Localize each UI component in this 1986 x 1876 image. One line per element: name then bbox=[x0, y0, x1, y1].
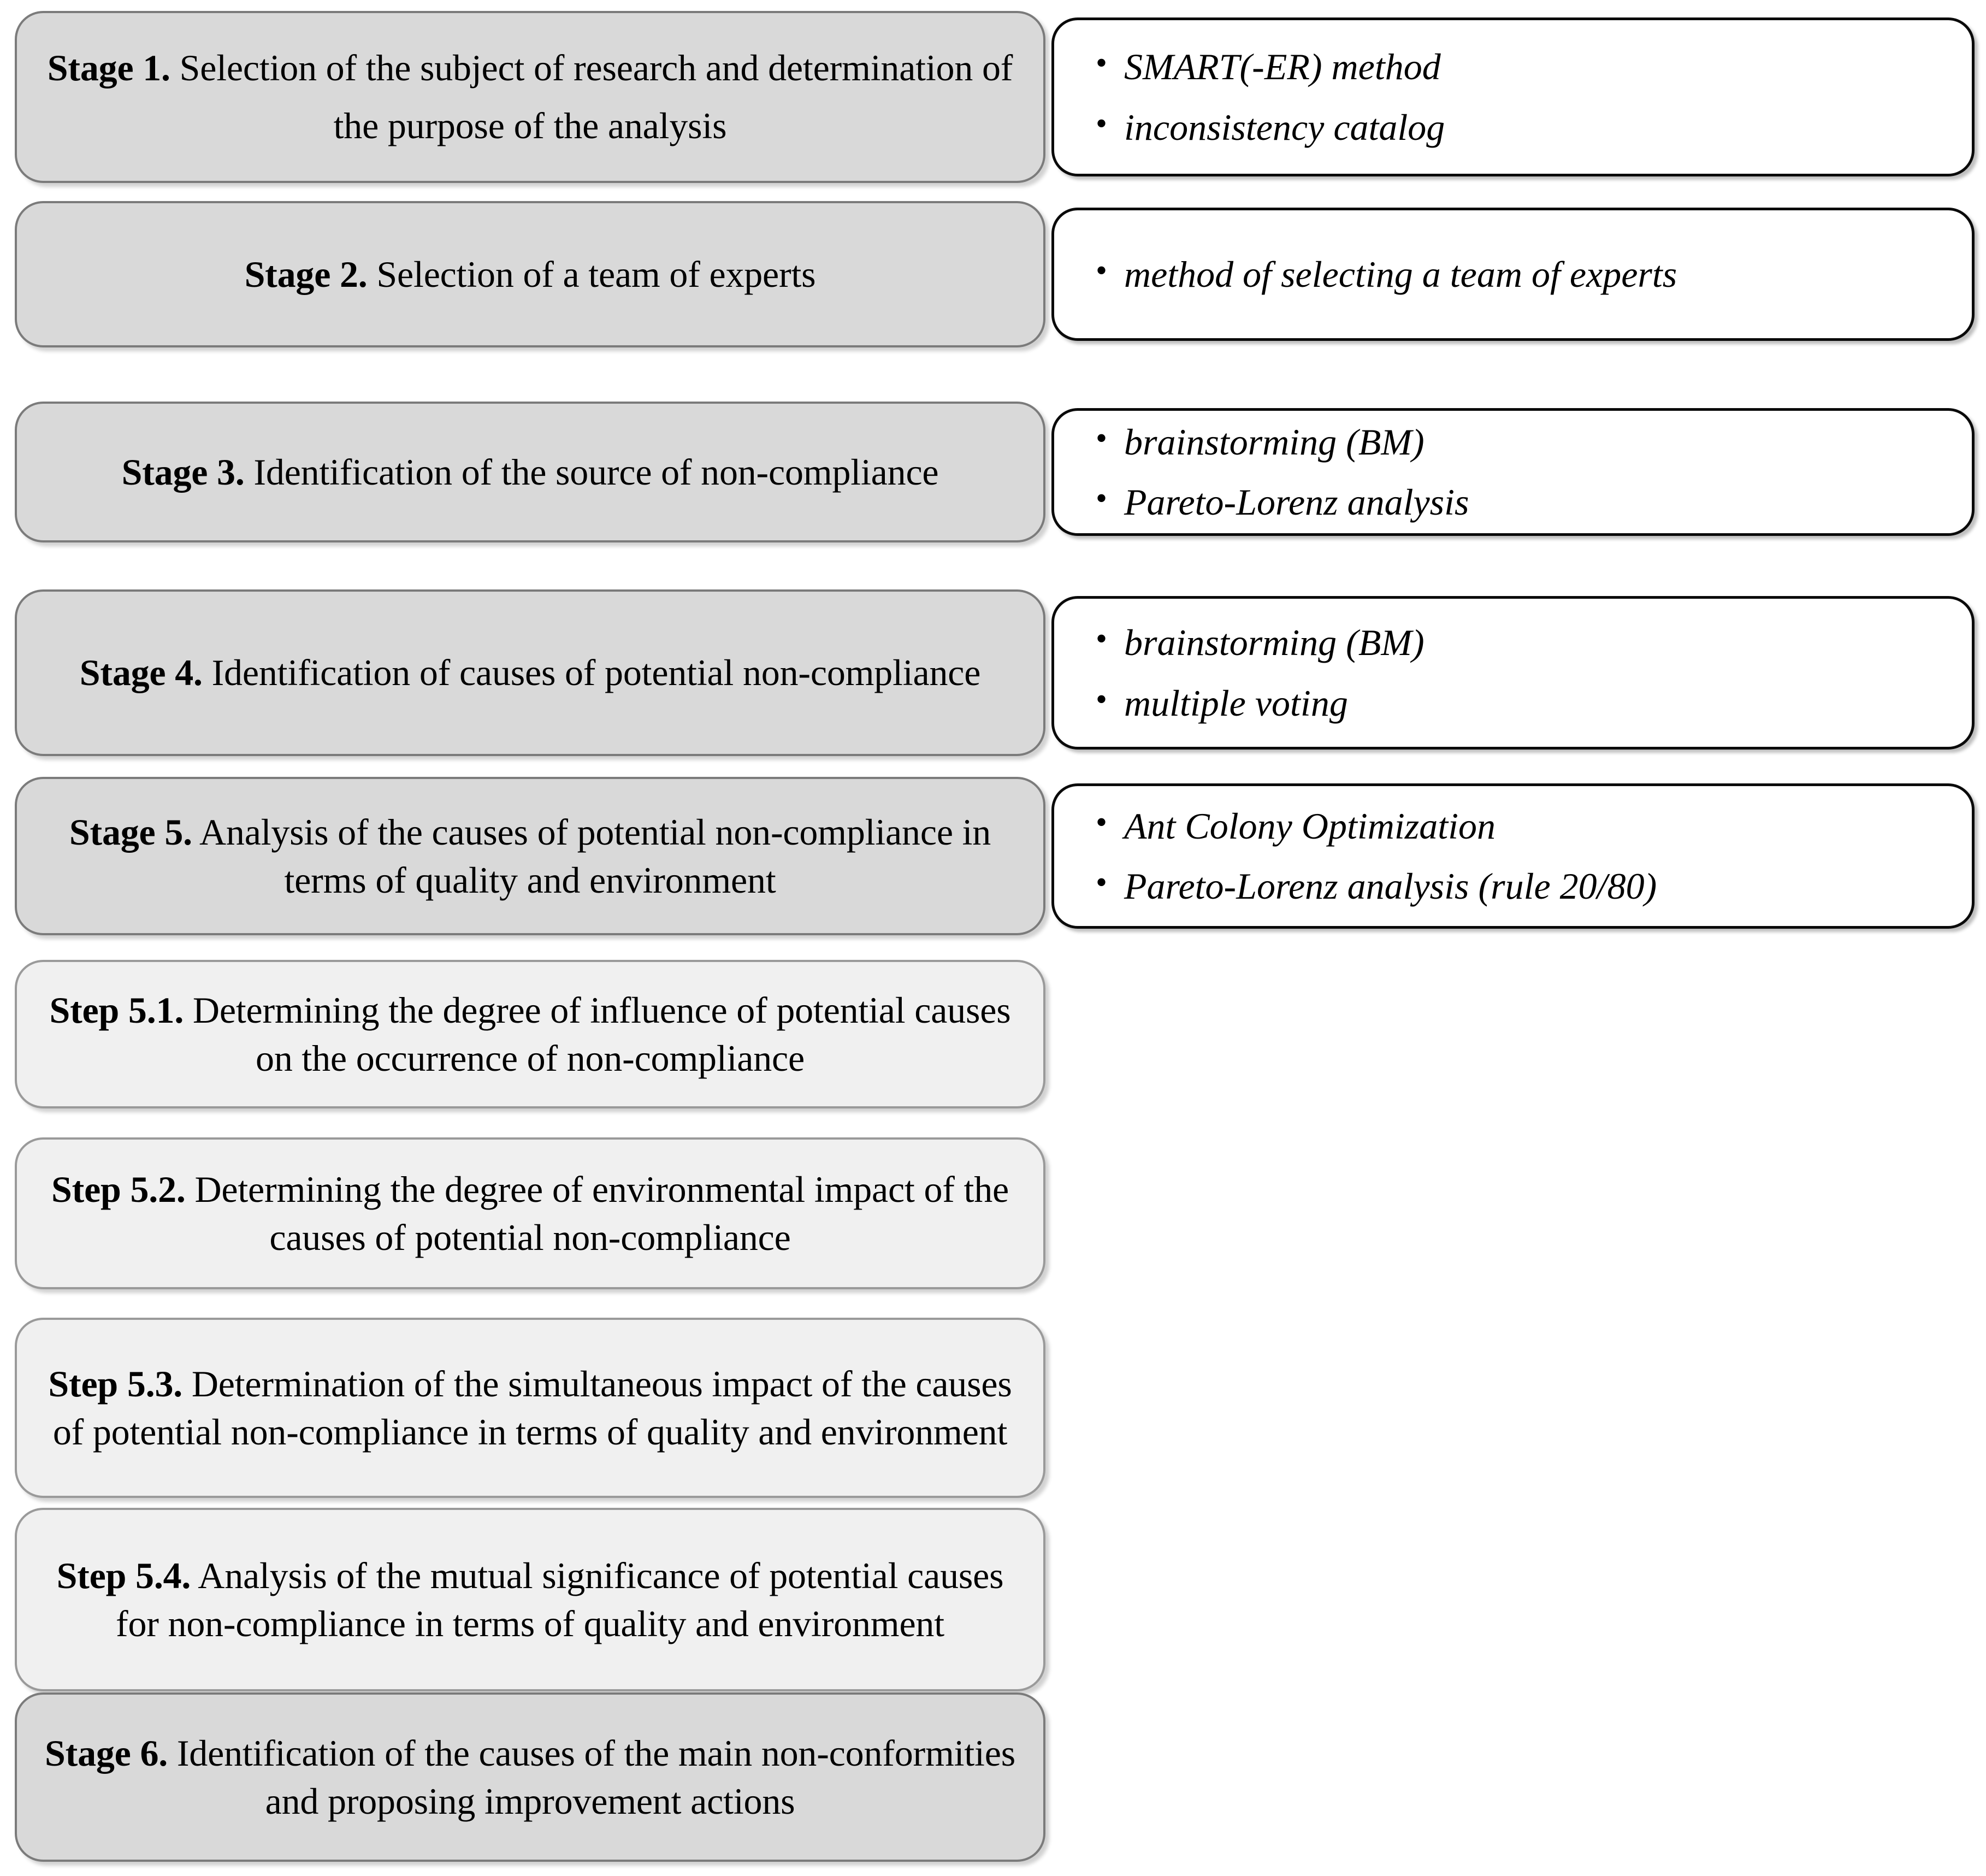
stage-box-stage-6 bbox=[15, 1692, 1045, 1862]
tools-box-stage-2 bbox=[1051, 208, 1975, 341]
tool-item bbox=[1096, 856, 1972, 916]
tool-list-stage-1 bbox=[1054, 37, 1972, 157]
tool-list-stage-3 bbox=[1054, 412, 1972, 532]
tool-list-stage-4 bbox=[1054, 612, 1972, 733]
stage-box-stage-3 bbox=[15, 402, 1045, 542]
tool-item bbox=[1096, 796, 1972, 856]
tool-list-stage-5 bbox=[1054, 796, 1972, 916]
tools-box-stage-5 bbox=[1051, 783, 1975, 929]
tool-item-label: SMART(-ER) method bbox=[1124, 46, 1441, 88]
tools-box-stage-4 bbox=[1051, 596, 1975, 750]
step-box-step-5-4 bbox=[15, 1508, 1045, 1691]
tool-item-label: multiple voting bbox=[1124, 682, 1348, 724]
step-5-3-description: Determination of the simultaneous impact of the causes of potential non-compliance in terms of quality and environment bbox=[52, 1362, 1012, 1453]
stage-6-lead: Stage 6. bbox=[45, 1732, 168, 1774]
tool-item-label: inconsistency catalog bbox=[1124, 106, 1445, 148]
stage-1-label bbox=[17, 39, 1043, 155]
step-5-1-label bbox=[17, 986, 1043, 1083]
stage-box-stage-5 bbox=[15, 777, 1045, 935]
stage-2-lead: Stage 2. bbox=[244, 253, 368, 295]
stage-5-label bbox=[17, 808, 1043, 905]
tool-item bbox=[1096, 244, 1972, 304]
stage-1-description: Selection of the subject of research and determination of the purpose of the analysis bbox=[170, 47, 1013, 146]
bullet-icon: • bbox=[1096, 804, 1108, 840]
bullet-icon: • bbox=[1096, 480, 1108, 516]
tool-item bbox=[1096, 612, 1972, 672]
tool-item-label: method of selecting a team of experts bbox=[1124, 253, 1677, 295]
step-5-4-label bbox=[17, 1551, 1043, 1648]
tool-item-label: Ant Colony Optimization bbox=[1124, 805, 1496, 847]
stage-box-stage-1 bbox=[15, 11, 1045, 183]
step-5-1-lead: Step 5.1. bbox=[49, 989, 184, 1031]
step-5-3-label bbox=[17, 1360, 1043, 1456]
tools-box-stage-3 bbox=[1051, 408, 1975, 536]
stage-2-description: Selection of a team of experts bbox=[367, 253, 816, 295]
step-box-step-5-1 bbox=[15, 960, 1045, 1108]
stage-3-label bbox=[17, 448, 1043, 496]
stage-box-stage-4 bbox=[15, 589, 1045, 756]
tool-item-label: brainstorming (BM) bbox=[1124, 421, 1425, 463]
stage-1-lead: Stage 1. bbox=[47, 47, 170, 89]
step-5-4-description: Analysis of the mutual significance of potential causes for non-compliance in terms of quality and environment bbox=[116, 1554, 1004, 1644]
tool-item bbox=[1096, 97, 1972, 157]
tool-item bbox=[1096, 412, 1972, 472]
stage-4-description: Identification of causes of potential non-compliance bbox=[202, 651, 981, 693]
stage-5-description: Analysis of the causes of potential non-compliance in terms of quality and environment bbox=[192, 811, 991, 901]
stage-6-label bbox=[17, 1729, 1043, 1826]
stage-3-lead: Stage 3. bbox=[121, 451, 245, 493]
bullet-icon: • bbox=[1096, 252, 1108, 288]
bullet-icon: • bbox=[1096, 45, 1108, 81]
step-5-2-label bbox=[17, 1165, 1043, 1262]
tool-item-label: Pareto-Lorenz analysis (rule 20/80) bbox=[1124, 865, 1657, 907]
tool-item-label: brainstorming (BM) bbox=[1124, 622, 1425, 664]
stage-6-description: Identification of the causes of the main non-conformities and proposing improvement actions bbox=[168, 1732, 1015, 1822]
step-5-2-lead: Step 5.2. bbox=[51, 1168, 186, 1210]
tool-item bbox=[1096, 673, 1972, 733]
step-5-3-lead: Step 5.3. bbox=[48, 1362, 183, 1405]
bullet-icon: • bbox=[1096, 105, 1108, 141]
stage-box-stage-2 bbox=[15, 201, 1045, 347]
tool-item bbox=[1096, 472, 1972, 532]
tools-box-stage-1 bbox=[1051, 17, 1975, 176]
step-5-2-description: Determining the degree of environmental impact of the causes of potential non-compliance bbox=[185, 1168, 1009, 1258]
bullet-icon: • bbox=[1096, 681, 1108, 717]
bullet-icon: • bbox=[1096, 864, 1108, 900]
tool-item bbox=[1096, 37, 1972, 97]
stage-5-lead: Stage 5. bbox=[69, 811, 192, 853]
bullet-icon: • bbox=[1096, 420, 1108, 456]
tool-list-stage-2 bbox=[1054, 244, 1972, 304]
tool-item-label: Pareto-Lorenz analysis bbox=[1124, 481, 1469, 523]
stage-4-lead: Stage 4. bbox=[79, 651, 203, 693]
stage-4-label bbox=[17, 644, 1043, 701]
bullet-icon: • bbox=[1096, 621, 1108, 657]
step-box-step-5-3 bbox=[15, 1318, 1045, 1498]
stage-2-label bbox=[17, 250, 1043, 298]
stage-3-description: Identification of the source of non-compliance bbox=[244, 451, 939, 493]
step-5-4-lead: Step 5.4. bbox=[56, 1554, 191, 1596]
step-box-step-5-2 bbox=[15, 1137, 1045, 1289]
step-5-1-description: Determining the degree of influence of potential causes on the occurrence of non-compliance bbox=[184, 989, 1011, 1079]
